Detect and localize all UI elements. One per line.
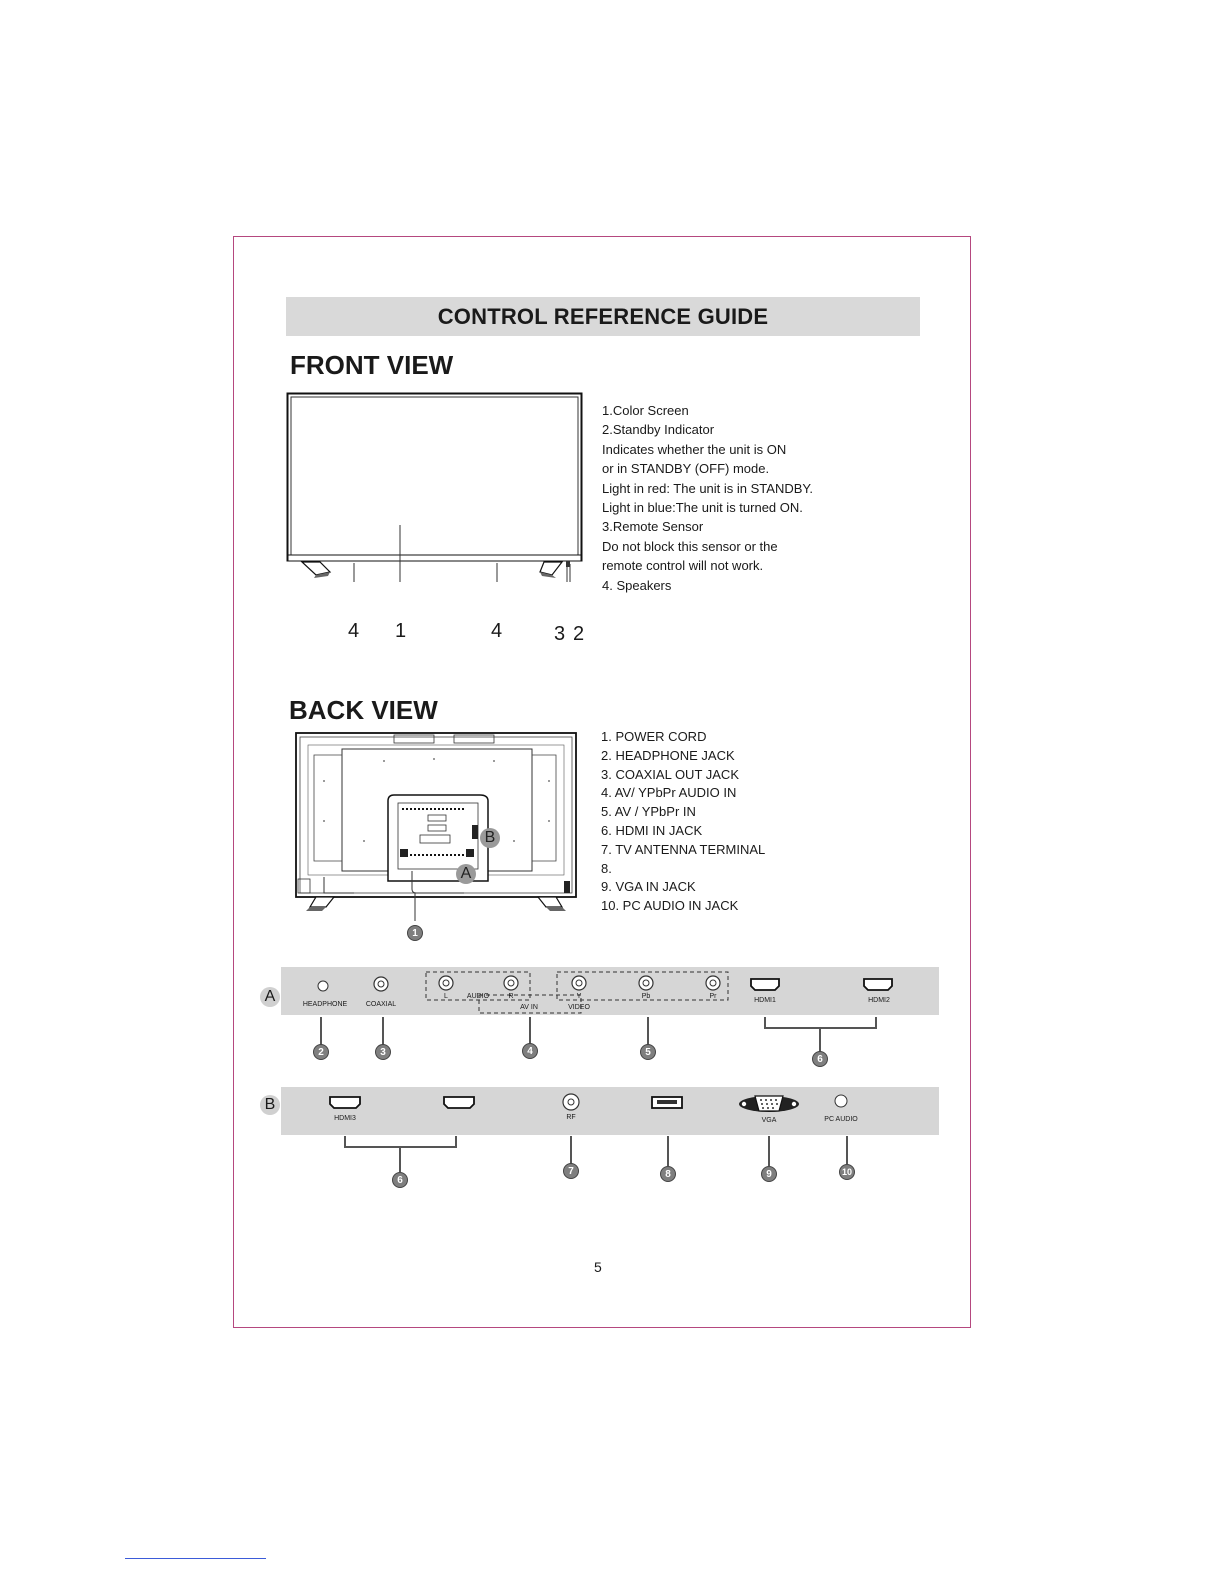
back-view-marker-a: A: [456, 864, 476, 884]
port-label-audio-l: L: [444, 993, 448, 1000]
panel-b-badge-rf: 7: [563, 1163, 579, 1179]
port-label-hdmi2: HDMI2: [868, 997, 890, 1004]
back-desc-line: 9. VGA IN JACK: [601, 879, 696, 895]
back-view-marker-b: B: [480, 828, 500, 848]
panel-a-letter: A: [260, 987, 280, 1007]
port-label-pb: Pb: [641, 993, 651, 1000]
back-desc-line: 6. HDMI IN JACK: [601, 822, 703, 838]
front-callout-speaker-right: 4: [491, 620, 503, 642]
back-desc-line: 1. POWER CORD: [601, 729, 707, 744]
panel-b-badge-vga: 9: [761, 1166, 777, 1182]
panel-a-badge-av-video: 5: [640, 1044, 656, 1060]
page-title: CONTROL REFERENCE GUIDE: [286, 297, 920, 336]
port-label-y: Y: [576, 993, 582, 1000]
back-desc-line: 4. AV/ YPbPr AUDIO IN: [601, 785, 737, 801]
front-desc-line: Light in red: The unit is in STANDBY.: [602, 480, 813, 496]
panel-a-badge-hdmi: 6: [812, 1051, 828, 1067]
front-view-description-list: [602, 401, 813, 595]
power-cord-badge: 1: [407, 925, 423, 941]
panel-a-badge-av-audio: 4: [522, 1043, 538, 1059]
footer-rule: [125, 1558, 266, 1559]
panel-a-badge-headphone: 2: [313, 1044, 329, 1060]
front-callout-screen: 1: [395, 620, 407, 642]
back-desc-line: 10. PC AUDIO IN JACK: [601, 898, 739, 914]
page-number: 5: [594, 1259, 602, 1275]
back-view-tv-drawing: [294, 731, 584, 921]
front-desc-line: or in STANDBY (OFF) mode.: [602, 461, 770, 477]
back-desc-line: 8.: [601, 860, 612, 876]
front-desc-line: Do not block this sensor or the: [602, 538, 778, 554]
front-callout-standby: 2: [573, 623, 585, 645]
front-desc-line: 1.Color Screen: [602, 403, 689, 418]
panel-b-ports-drawing: [281, 1087, 939, 1135]
front-desc-line: Indicates whether the unit is ON: [602, 441, 787, 457]
back-desc-line: 3. COAXIAL OUT JACK: [601, 766, 739, 782]
panel-a-badge-coaxial: 3: [375, 1044, 391, 1060]
front-view-heading: FRONT VIEW: [290, 350, 454, 380]
port-label-rf: RF: [566, 1114, 576, 1121]
port-label-pc-audio: PC AUDIO: [824, 1116, 858, 1123]
port-label-audio: AUDIO: [466, 993, 490, 1000]
panel-b-badge-usb: 8: [660, 1166, 676, 1182]
port-label-pr: Pr: [709, 993, 717, 1000]
panel-b-badge-pc-audio: 10: [839, 1164, 855, 1180]
port-label-hdmi1: HDMI1: [754, 997, 776, 1004]
front-callout-remote-sensor: 3: [554, 623, 566, 645]
back-desc-line: 7. TV ANTENNA TERMINAL: [601, 841, 766, 857]
port-label-vga: VGA: [761, 1117, 777, 1124]
back-view-description-list: [601, 728, 765, 916]
front-view-tv-drawing: [286, 392, 586, 582]
panel-b-badge-hdmi: 6: [392, 1172, 408, 1188]
port-label-audio-r: R: [508, 993, 514, 1000]
panel-b-letter: B: [260, 1095, 280, 1115]
port-label-hdmi3: HDMI3: [334, 1115, 356, 1122]
front-desc-line: remote control will not work.: [602, 558, 764, 574]
panel-b-leader-lines: [330, 1134, 890, 1174]
front-desc-line: Light in blue:The unit is turned ON.: [602, 500, 803, 516]
port-label-av-in: AV IN: [520, 1004, 538, 1011]
front-desc-line: 3.Remote Sensor: [602, 519, 704, 535]
front-desc-line: 4. Speakers: [602, 577, 672, 593]
port-label-headphone: HEADPHONE: [302, 1001, 348, 1008]
back-desc-line: 5. AV / YPbPr IN: [601, 804, 696, 820]
back-desc-line: 2. HEADPHONE JACK: [601, 747, 735, 763]
port-label-coaxial: COAXIAL: [365, 1001, 397, 1008]
back-view-heading: BACK VIEW: [289, 695, 438, 725]
front-desc-line: 2.Standby Indicator: [602, 422, 715, 438]
port-label-video: VIDEO: [568, 1004, 590, 1011]
front-callout-speaker-left: 4: [348, 620, 360, 642]
